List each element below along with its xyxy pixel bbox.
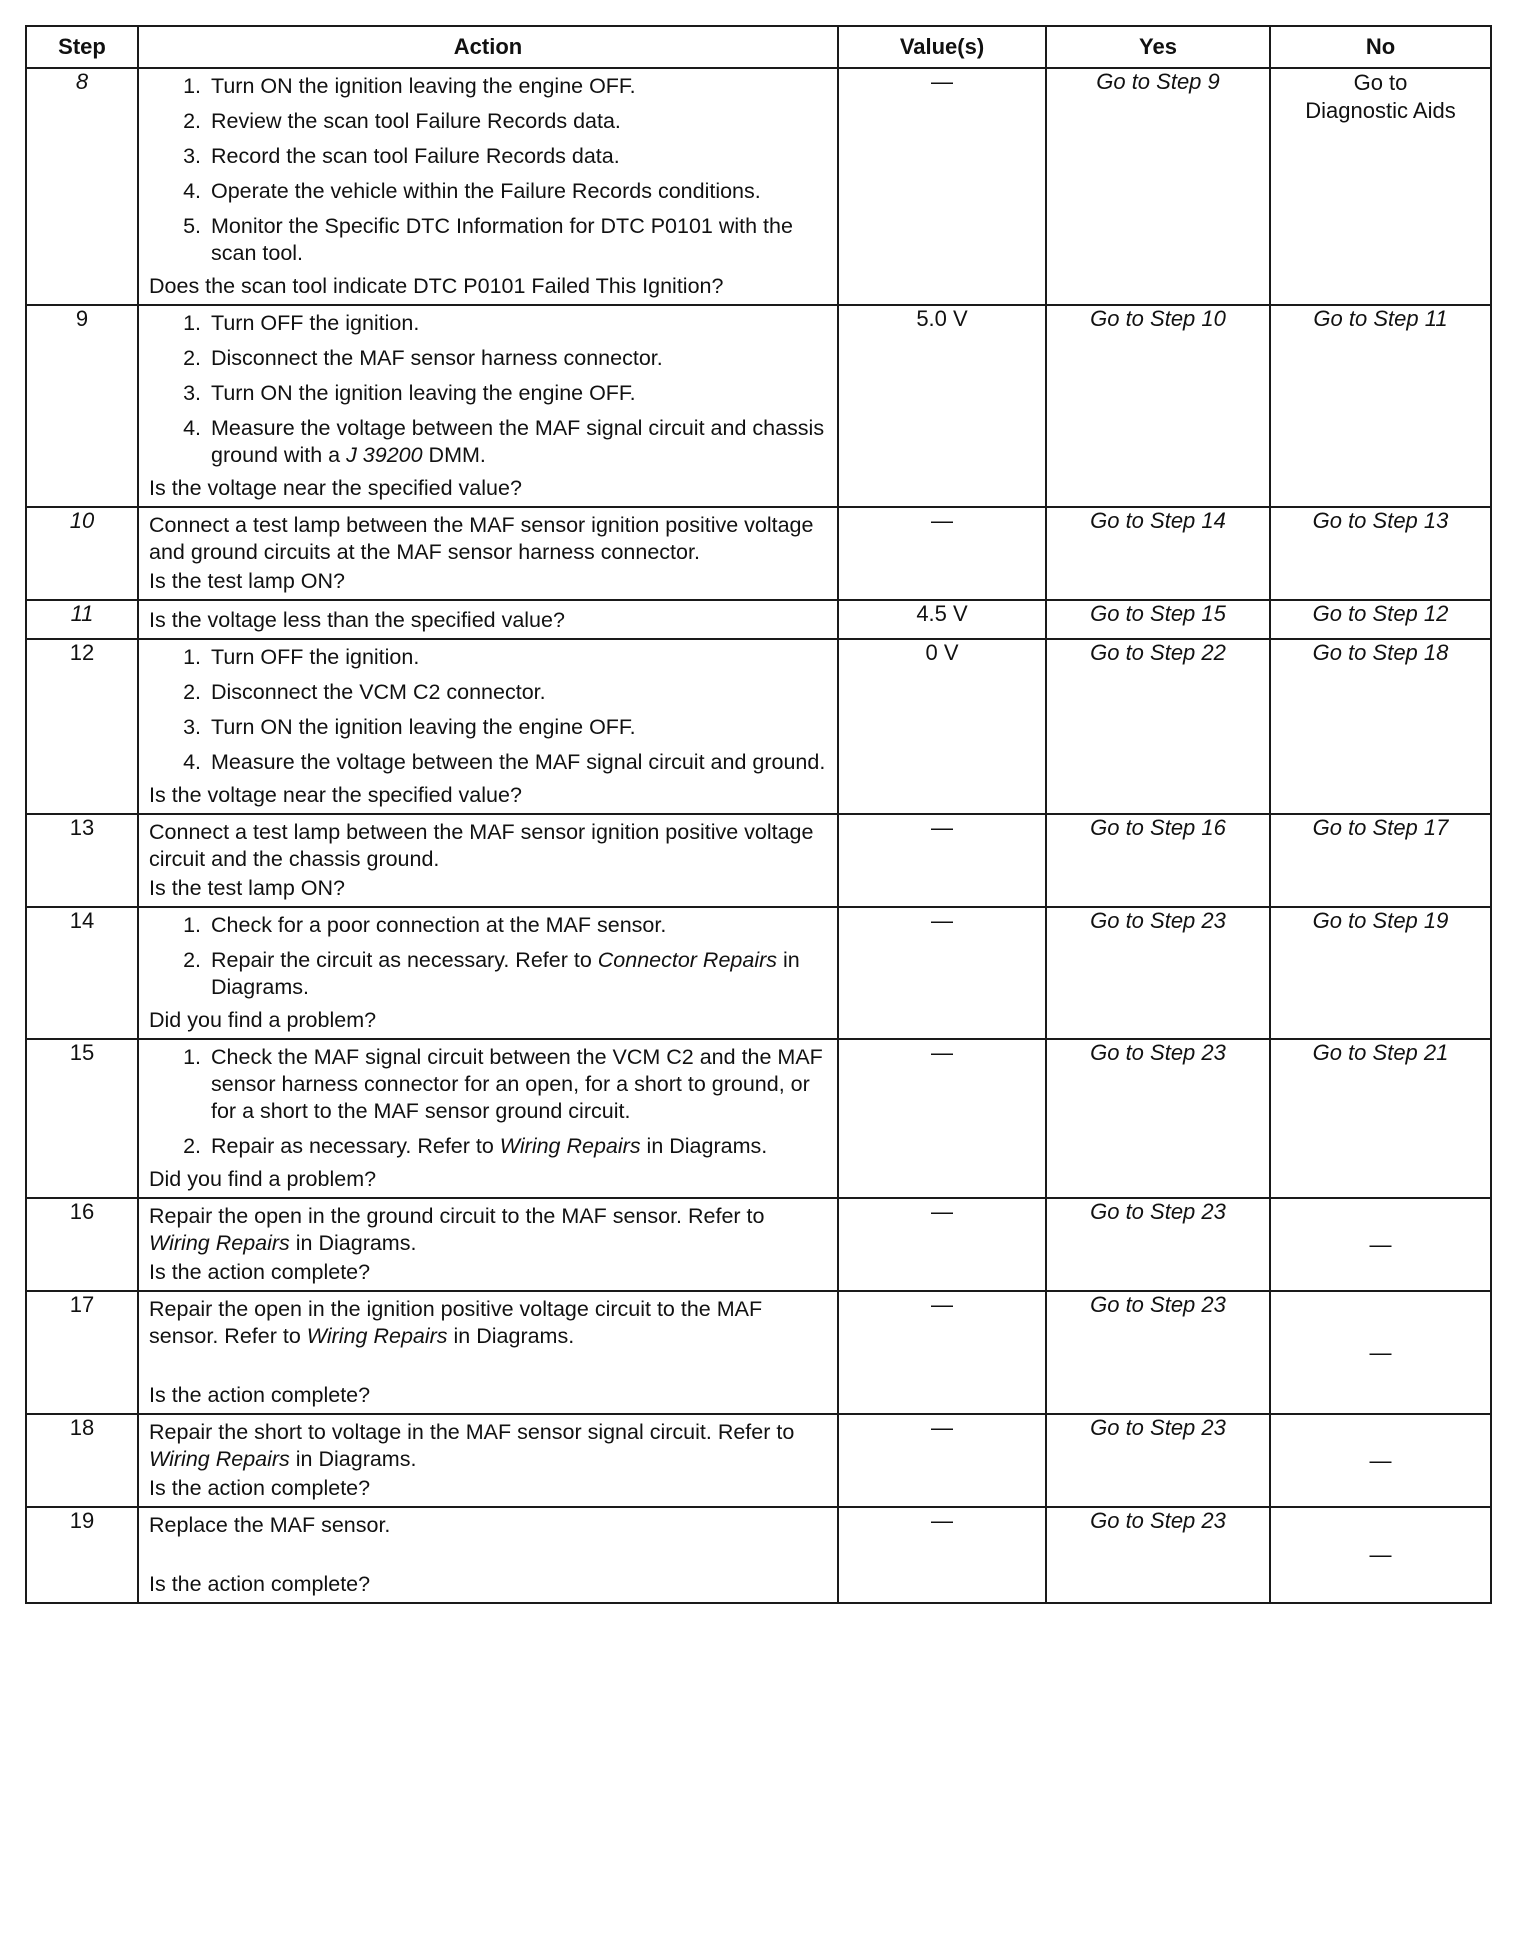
document-reference: Connector Repairs <box>597 948 778 972</box>
yes-cell: Go to Step 23 <box>1046 1507 1270 1603</box>
action-question: Is the action complete? <box>149 1476 371 1500</box>
no-cell <box>1270 68 1491 305</box>
step-number: 8 <box>26 68 138 305</box>
list-item: 1. Turn OFF the ignition. <box>207 310 829 337</box>
list-item: 3. Turn ON the ignition leaving the engine OFF. <box>207 380 829 407</box>
action-cell <box>138 1414 838 1507</box>
value-cell: — <box>838 1039 1046 1198</box>
yes-cell: Go to Step 15 <box>1046 600 1270 639</box>
header-step: Step <box>26 26 138 68</box>
action-list <box>149 644 829 776</box>
action-cell <box>138 907 838 1039</box>
step-number: 14 <box>26 907 138 1039</box>
action-question: Is the action complete? <box>149 1383 371 1407</box>
action-cell <box>138 1198 838 1291</box>
value-cell: — <box>838 907 1046 1039</box>
action-question: Did you find a problem? <box>149 1167 377 1191</box>
action-text-part: in Diagrams. <box>289 1231 417 1255</box>
step-number: 13 <box>26 814 138 907</box>
action-cell <box>138 68 838 305</box>
action-text <box>149 1419 829 1473</box>
no-line: Diagnostic Aids <box>1305 98 1456 123</box>
no-cell: Go to Step 11 <box>1270 305 1491 507</box>
list-item: 2. Disconnect the VCM C2 connector. <box>207 679 829 706</box>
list-item: 5. Monitor the Specific DTC Information for DTC P0101 with the scan tool. <box>207 213 829 267</box>
table-header-row <box>26 26 1491 68</box>
step-number: 18 <box>26 1414 138 1507</box>
yes-cell: Go to Step 10 <box>1046 305 1270 507</box>
no-cell: — <box>1270 1198 1491 1291</box>
table-row <box>26 507 1491 600</box>
header-no: No <box>1270 26 1491 68</box>
value-cell: — <box>838 507 1046 600</box>
list-item-text: Repair the circuit as necessary. Refer to <box>211 948 598 972</box>
diagnostic-steps-table <box>25 25 1492 1604</box>
step-number: 17 <box>26 1291 138 1414</box>
value-cell: — <box>838 1414 1046 1507</box>
yes-cell: Go to Step 23 <box>1046 1198 1270 1291</box>
value-cell: — <box>838 1198 1046 1291</box>
list-item-text: DMM. <box>422 443 486 467</box>
action-text: Connect a test lamp between the MAF sensor ignition positive voltage circuit and the chassis ground. <box>149 820 814 871</box>
action-cell <box>138 507 838 600</box>
list-item: 1. Turn OFF the ignition. <box>207 644 829 671</box>
no-cell: Go to Step 12 <box>1270 600 1491 639</box>
list-item <box>207 1133 829 1160</box>
action-question: Does the scan tool indicate DTC P0101 Failed This Ignition? <box>149 274 724 298</box>
action-text: Replace the MAF sensor. <box>149 1513 391 1537</box>
list-item: 1. Turn ON the ignition leaving the engine OFF. <box>207 73 829 100</box>
no-cell: Go to Step 19 <box>1270 907 1491 1039</box>
table-row <box>26 68 1491 305</box>
step-number: 15 <box>26 1039 138 1198</box>
list-item: 4. Measure the voltage between the MAF signal circuit and ground. <box>207 749 829 776</box>
list-item: 1. Check for a poor connection at the MAF sensor. <box>207 912 829 939</box>
action-cell <box>138 1291 838 1414</box>
yes-cell: Go to Step 9 <box>1046 68 1270 305</box>
action-list <box>149 1044 829 1160</box>
no-cell: Go to Step 18 <box>1270 639 1491 814</box>
diagnostic-table-page <box>25 25 1490 1604</box>
yes-cell: Go to Step 23 <box>1046 907 1270 1039</box>
no-cell: — <box>1270 1414 1491 1507</box>
value-cell: 0 V <box>838 639 1046 814</box>
value-cell: 5.0 V <box>838 305 1046 507</box>
table-row <box>26 639 1491 814</box>
value-cell: — <box>838 68 1046 305</box>
step-number: 16 <box>26 1198 138 1291</box>
list-item-text: Measure the voltage between the MAF signal circuit and chassis ground with a <box>211 416 825 467</box>
value-cell: — <box>838 1291 1046 1414</box>
table-row <box>26 907 1491 1039</box>
action-question: Is the voltage near the specified value? <box>149 476 522 500</box>
action-question: Is the voltage near the specified value? <box>149 783 522 807</box>
list-item-text: in Diagrams. <box>640 1134 768 1158</box>
action-text-part: Repair the open in the ground circuit to the MAF sensor. Refer to <box>149 1204 765 1228</box>
action-text-part: in Diagrams. <box>289 1447 417 1471</box>
action-cell <box>138 1507 838 1603</box>
value-cell: 4.5 V <box>838 600 1046 639</box>
table-row <box>26 1507 1491 1603</box>
step-number: 12 <box>26 639 138 814</box>
step-number: 10 <box>26 507 138 600</box>
action-question: Is the action complete? <box>149 1260 371 1284</box>
action-list <box>149 73 829 267</box>
no-cell: — <box>1270 1291 1491 1414</box>
action-text <box>149 1296 829 1350</box>
action-cell <box>138 600 838 639</box>
list-item: 3. Turn ON the ignition leaving the engine OFF. <box>207 714 829 741</box>
no-cell: Go to Step 21 <box>1270 1039 1491 1198</box>
list-item: 4. Operate the vehicle within the Failure Records conditions. <box>207 178 829 205</box>
action-question: Is the test lamp ON? <box>149 876 345 900</box>
value-cell: — <box>838 1507 1046 1603</box>
document-reference: Wiring Repairs <box>499 1134 641 1158</box>
list-item <box>207 415 829 469</box>
list-item <box>207 947 829 1001</box>
action-text: Connect a test lamp between the MAF sensor ignition positive voltage and ground circuits at the MAF sensor harness connector. <box>149 513 814 564</box>
header-values: Value(s) <box>838 26 1046 68</box>
action-text <box>149 1203 829 1257</box>
table-row <box>26 600 1491 639</box>
yes-cell: Go to Step 14 <box>1046 507 1270 600</box>
action-cell <box>138 639 838 814</box>
action-question: Did you find a problem? <box>149 1008 377 1032</box>
table-row <box>26 1291 1491 1414</box>
table-row <box>26 1198 1491 1291</box>
table-row <box>26 1039 1491 1198</box>
yes-cell: Go to Step 23 <box>1046 1414 1270 1507</box>
table-row <box>26 1414 1491 1507</box>
action-text-part: in Diagrams. <box>447 1324 575 1348</box>
list-item: 3. Record the scan tool Failure Records data. <box>207 143 829 170</box>
header-yes: Yes <box>1046 26 1270 68</box>
action-question: Is the voltage less than the specified value? <box>149 608 565 632</box>
action-question: Is the test lamp ON? <box>149 569 345 593</box>
table-row <box>26 814 1491 907</box>
no-line: Go to <box>1353 70 1408 95</box>
header-action: Action <box>138 26 838 68</box>
action-text-part: Repair the open in the ignition positive voltage circuit to the MAF sensor. Refer to <box>149 1297 763 1348</box>
yes-cell: Go to Step 16 <box>1046 814 1270 907</box>
list-item: 2. Disconnect the MAF sensor harness connector. <box>207 345 829 372</box>
document-reference: Wiring Repairs <box>306 1324 448 1348</box>
step-number: 9 <box>26 305 138 507</box>
no-cell: Go to Step 17 <box>1270 814 1491 907</box>
table-row <box>26 305 1491 507</box>
value-cell: — <box>838 814 1046 907</box>
list-item-text: Repair as necessary. Refer to <box>211 1134 500 1158</box>
action-list <box>149 912 829 1001</box>
action-question: Is the action complete? <box>149 1572 371 1596</box>
yes-cell: Go to Step 23 <box>1046 1291 1270 1414</box>
list-item: 1. Check the MAF signal circuit between the VCM C2 and the MAF sensor harness connector for an open, for a short to ground, or for a short to the MAF sensor ground circuit. <box>207 1044 829 1125</box>
yes-cell: Go to Step 23 <box>1046 1039 1270 1198</box>
step-number: 11 <box>26 600 138 639</box>
document-reference: Wiring Repairs <box>149 1231 290 1255</box>
action-list <box>149 310 829 469</box>
tool-reference: J 39200 <box>346 443 423 467</box>
document-reference: Wiring Repairs <box>149 1447 290 1471</box>
list-item: 2. Review the scan tool Failure Records data. <box>207 108 829 135</box>
yes-cell: Go to Step 22 <box>1046 639 1270 814</box>
action-cell <box>138 305 838 507</box>
step-number: 19 <box>26 1507 138 1603</box>
action-text-part: Repair the short to voltage in the MAF sensor signal circuit. Refer to <box>149 1420 795 1444</box>
list-item-text: in Diagrams. <box>211 948 800 999</box>
no-cell: — <box>1270 1507 1491 1603</box>
action-cell <box>138 1039 838 1198</box>
no-cell: Go to Step 13 <box>1270 507 1491 600</box>
action-cell <box>138 814 838 907</box>
